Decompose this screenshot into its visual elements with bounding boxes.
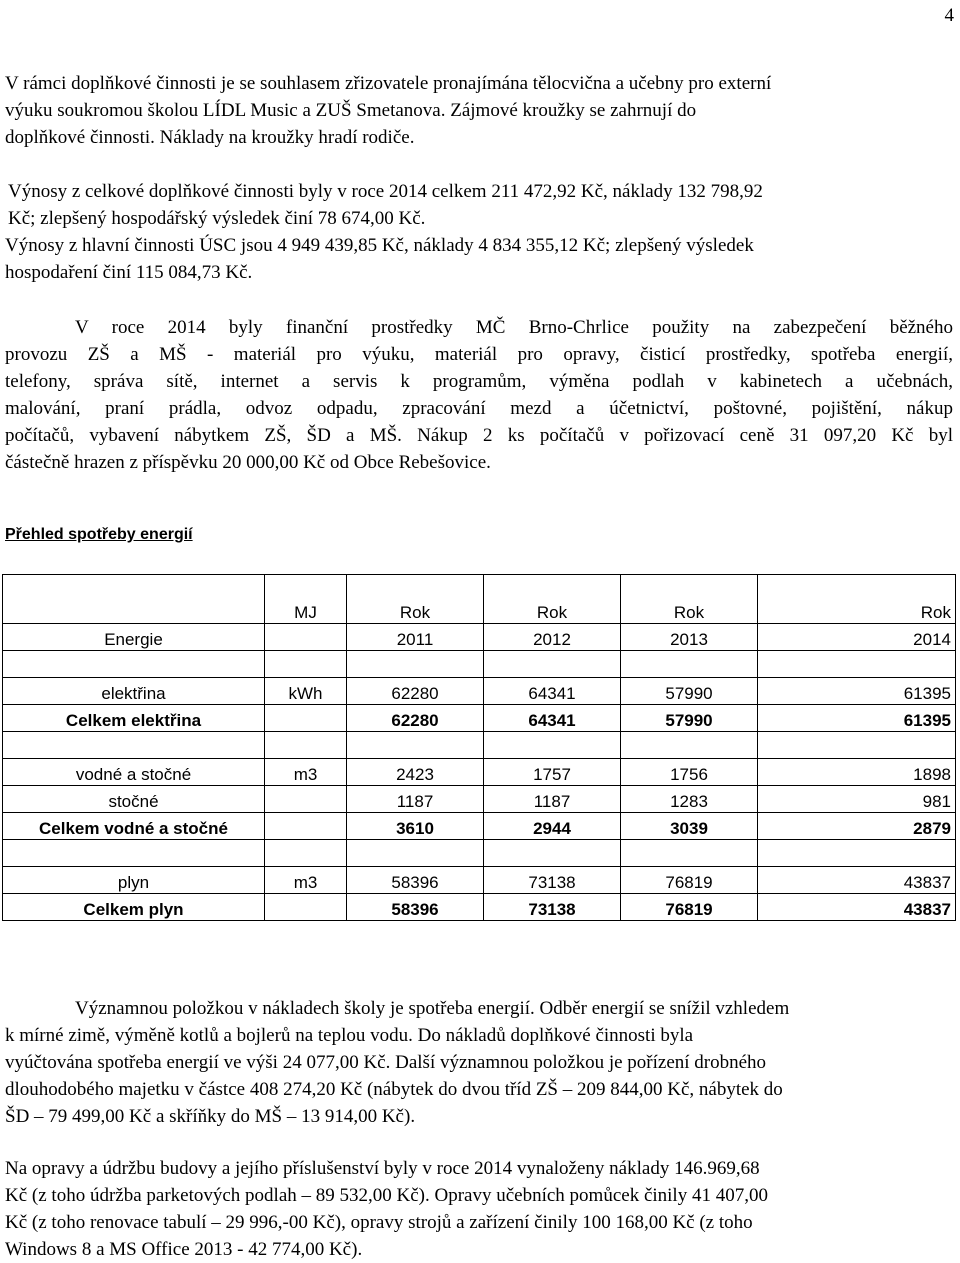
table-cell: 2944	[484, 813, 621, 840]
table-cell: 73138	[484, 867, 621, 894]
intro-line: doplňkové činnosti. Náklady na kroužky hradí rodiče.	[5, 127, 415, 148]
row-label: Celkem vodné a stočné	[3, 813, 265, 840]
table-cell: 62280	[347, 705, 484, 732]
table-header-rok: Rok	[347, 575, 484, 624]
opravy-paragraph	[5, 1155, 955, 1263]
table-cell: 73138	[484, 894, 621, 921]
row-label: vodné a stočné	[3, 759, 265, 786]
table-header-year: 2013	[621, 624, 758, 651]
energie-line: Významnou položkou v nákladech školy je spotřeba energií. Odběr energií se snížil vzhledem	[75, 998, 790, 1019]
table-cell	[265, 624, 347, 651]
energie-paragraph	[5, 995, 955, 1130]
table-header-row	[3, 575, 956, 624]
table-cell: 1757	[484, 759, 621, 786]
table-cell: 57990	[621, 678, 758, 705]
table-cell: 1756	[621, 759, 758, 786]
table-row	[3, 651, 956, 678]
row-label: Celkem elektřina	[3, 705, 265, 732]
table-cell: 76819	[621, 867, 758, 894]
row-label: Celkem plyn	[3, 894, 265, 921]
table-cell: 64341	[484, 678, 621, 705]
table-row	[3, 705, 956, 732]
table-cell: 2879	[758, 813, 956, 840]
table-row	[3, 732, 956, 759]
table-cell	[3, 575, 265, 624]
energie-line: dlouhodobého majetku v částce 408 274,20 Kč (nábytek do dvou tříd ZŠ – 209 844,00 Kč, nábytek do	[5, 1079, 783, 1100]
prostredky-line: počítačů, vybavení nábytkem ZŠ, ŠD a MŠ. Nákup 2 ks počítačů v pořizovací ceně 31 097,20 Kč byl	[5, 425, 953, 446]
table-cell	[347, 732, 484, 759]
table-cell	[621, 840, 758, 867]
table-cell	[3, 651, 265, 678]
table-cell	[347, 840, 484, 867]
table-cell: 62280	[347, 678, 484, 705]
table-cell	[265, 651, 347, 678]
energie-line: k mírné zimě, výměně kotlů a bojlerů na teplou vodu. Do nákladů doplňkové činnosti byla	[5, 1025, 694, 1046]
table-cell: 981	[758, 786, 956, 813]
table-cell	[484, 651, 621, 678]
row-label: plyn	[3, 867, 265, 894]
table-header-rok: Rok	[484, 575, 621, 624]
prostredky-line: telefony, správa sítě, internet a servis k programům, výměna podlah v kabinetech a učebnách,	[5, 371, 953, 392]
table-header-year: 2012	[484, 624, 621, 651]
table-cell: 43837	[758, 894, 956, 921]
table-cell	[265, 732, 347, 759]
table-cell	[758, 732, 956, 759]
energy-table	[2, 574, 956, 921]
row-mj: kWh	[265, 678, 347, 705]
table-header-mj: MJ	[265, 575, 347, 624]
doplnkova-line: Výnosy z celkové doplňkové činnosti byly v roce 2014 celkem 211 472,92 Kč, náklady 132 798,92	[8, 181, 763, 202]
table-cell: 1283	[621, 786, 758, 813]
table-cell	[265, 894, 347, 921]
row-mj: m3	[265, 759, 347, 786]
opravy-line: Windows 8 a MS Office 2013 - 42 774,00 Kč).	[5, 1239, 363, 1260]
table-cell: 1187	[484, 786, 621, 813]
table-cell: 1187	[347, 786, 484, 813]
table-row	[3, 786, 956, 813]
table-cell: 58396	[347, 894, 484, 921]
hlavni-line: Výnosy z hlavní činnosti ÚSC jsou 4 949 439,85 Kč, náklady 4 834 355,12 Kč; zlepšený výsledek	[5, 235, 754, 256]
intro-line: V rámci doplňkové činnosti je se souhlasem zřizovatele pronajímána tělocvična a učebny pro externí	[5, 73, 772, 94]
table-cell	[3, 732, 265, 759]
row-label: stočné	[3, 786, 265, 813]
table-cell: 3039	[621, 813, 758, 840]
table-header-year: 2014	[758, 624, 956, 651]
table-row	[3, 813, 956, 840]
doplnkova-paragraph	[8, 178, 950, 232]
table-row	[3, 840, 956, 867]
table-cell: 1898	[758, 759, 956, 786]
prostredky-line: provozu ZŠ a MŠ - materiál pro výuku, materiál pro opravy, čisticí prostředky, spotřeba energií,	[5, 344, 953, 365]
table-row	[3, 867, 956, 894]
hlavni-paragraph	[5, 232, 950, 286]
table-cell	[758, 840, 956, 867]
energie-line: ŠD – 79 499,00 Kč a skříňky do MŠ – 13 914,00 Kč).	[5, 1106, 416, 1127]
table-cell	[3, 840, 265, 867]
section-heading: Přehled spotřeby energií	[5, 526, 193, 543]
prostredky-line: malování, praní prádla, odvoz odpadu, zpracování mezd a účetnictví, poštovné, pojištění, nákup	[5, 398, 953, 419]
table-row	[3, 759, 956, 786]
table-cell: 76819	[621, 894, 758, 921]
table-cell	[484, 732, 621, 759]
row-mj: m3	[265, 867, 347, 894]
table-cell: 64341	[484, 705, 621, 732]
table-row	[3, 678, 956, 705]
table-cell: 43837	[758, 867, 956, 894]
table-header-year: 2011	[347, 624, 484, 651]
hlavni-line: hospodaření činí 115 084,73 Kč.	[5, 262, 253, 283]
row-label: elektřina	[3, 678, 265, 705]
table-cell	[347, 651, 484, 678]
table-header-rok: Rok	[621, 575, 758, 624]
table-cell	[621, 651, 758, 678]
opravy-line: Kč (z toho údržba parketových podlah – 89 532,00 Kč). Opravy učebních pomůcek činily 41 407,00	[5, 1185, 768, 1206]
opravy-line: Na opravy a údržbu budovy a jejího příslušenství byly v roce 2014 vynaloženy náklady 146.969,68	[5, 1158, 760, 1179]
table-cell	[621, 732, 758, 759]
table-cell	[484, 840, 621, 867]
table-cell	[265, 840, 347, 867]
table-cell: 3610	[347, 813, 484, 840]
table-cell: 61395	[758, 705, 956, 732]
table-cell	[758, 651, 956, 678]
table-cell	[265, 813, 347, 840]
prostredky-line: částečně hrazen z příspěvku 20 000,00 Kč od Obce Rebešovice.	[5, 452, 491, 473]
page-number: 4	[944, 5, 954, 26]
prostredky-line: V roce 2014 byly finanční prostředky MČ Brno-Chrlice použity na zabezpečení běžného	[75, 317, 953, 338]
table-cell: 58396	[347, 867, 484, 894]
table-cell	[265, 786, 347, 813]
table-header-energie: Energie	[3, 624, 265, 651]
table-cell: 57990	[621, 705, 758, 732]
intro-paragraph	[5, 70, 950, 151]
table-header-rok: Rok	[758, 575, 956, 624]
table-header-row	[3, 624, 956, 651]
table-row	[3, 894, 956, 921]
energie-line: vyúčtována spotřeba energií ve výši 24 077,00 Kč. Další významnou položkou je pořízení drobného	[5, 1052, 767, 1073]
table-cell	[265, 705, 347, 732]
table-cell: 2423	[347, 759, 484, 786]
prostredky-paragraph	[5, 314, 953, 476]
doplnkova-line: Kč; zlepšený hospodářský výsledek činí 78 674,00 Kč.	[8, 208, 426, 229]
intro-line: výuku soukromou školou LÍDL Music a ZUŠ Smetanova. Zájmové kroužky se zahrnují do	[5, 100, 697, 121]
table-cell: 61395	[758, 678, 956, 705]
opravy-line: Kč (z toho renovace tabulí – 29 996,-00 Kč), opravy strojů a zařízení činily 100 168,00 Kč (z toho	[5, 1212, 753, 1233]
